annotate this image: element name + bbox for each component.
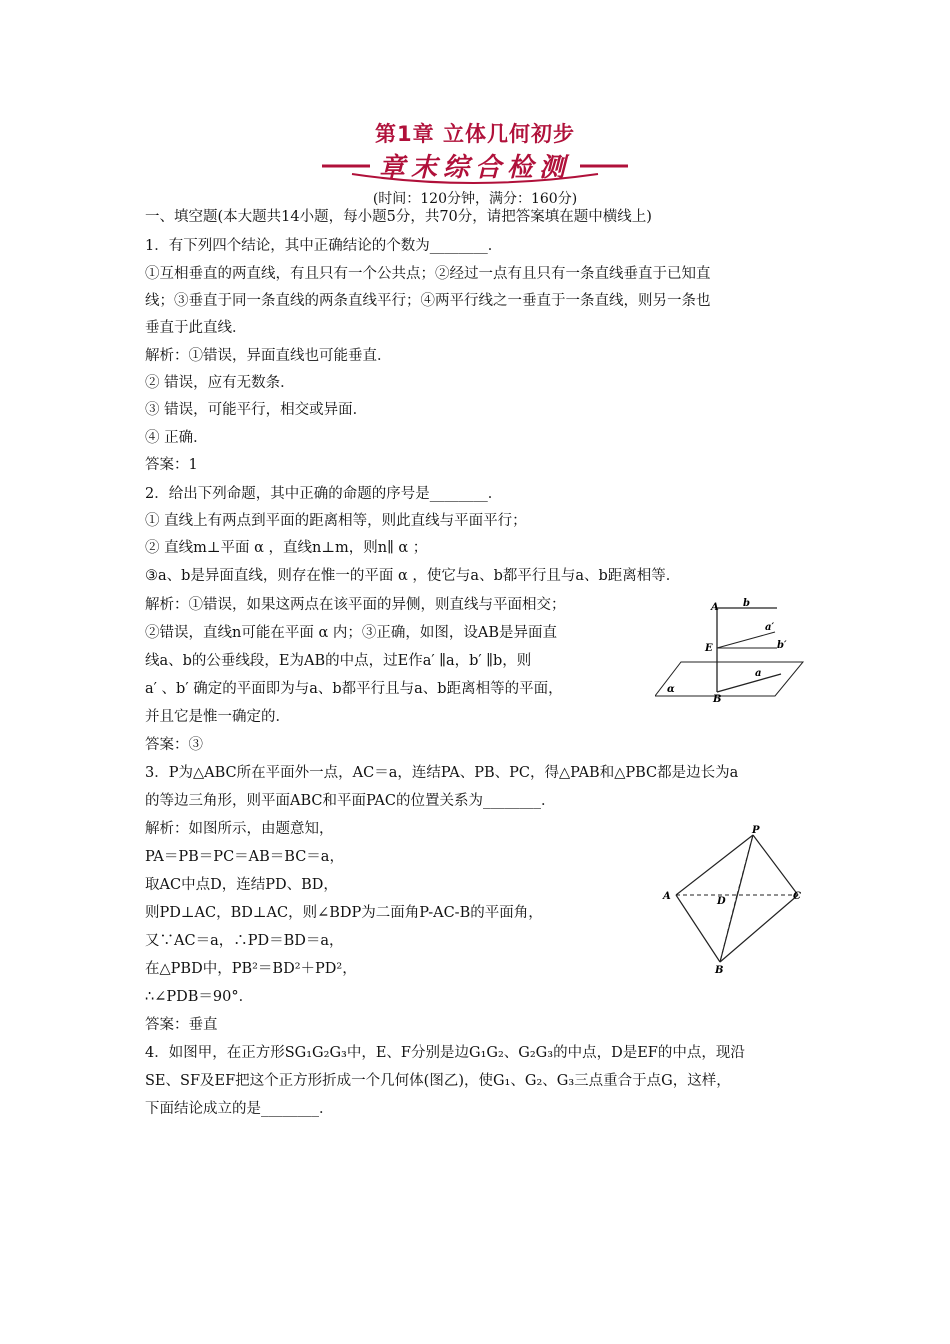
text-line: 下面结论成立的是________． [145,1101,334,1117]
exam-subtitle: (时间：120分钟，满分：160分) [372,191,578,207]
solution-line: 解析：①错误，异面直线也可能垂直． [145,348,392,364]
solution-line: 在△PBD中，PB²＝BD²＋PD²， [145,961,357,977]
figure-label: b [743,598,750,609]
tetrahedron-figure [658,825,808,975]
figure-label: α [667,684,675,695]
figure-label: a [755,668,762,679]
figure-label: b′ [777,640,787,651]
text-line: ①互相垂直的两直线，有且只有一个公共点；②经过一点有且只有一条直线垂直于已知直 [145,266,711,282]
solution-line: 解析：如图所示，由题意知， [145,821,334,837]
banner-title: 章末综合检测 [378,153,571,183]
solution-line: 又∵AC＝a，∴PD＝BD＝a， [145,933,344,949]
figure-label: A [663,891,671,902]
solution-line: ③ 错误，可能平行，相交或异面． [145,402,368,418]
question-1: 1．有下列四个结论，其中正确结论的个数为________． [145,238,503,254]
section-heading: 一、填空题(本大题共14小题，每小题5分，共70分，请把答案填在题中横线上) [145,209,652,225]
question-3: 3．P为△ABC所在平面外一点，AC＝a，连结PA、PB、PC，得△PAB和△PBC都是边长为a [145,765,739,781]
skew-lines-figure [655,598,805,702]
solution-line: ②错误，直线n可能在平面 α 内；③正确，如图，设AB是异面直 [145,625,557,641]
chapter-title: 第1章 立体几何初步 [375,122,575,146]
solution-line: 则PD⊥AC，BD⊥AC，则∠BDP为二面角P-AC-B的平面角， [145,905,543,921]
text-line: 的等边三角形，则平面ABC和平面PAC的位置关系为________． [145,793,556,809]
solution-line: 并且它是惟一确定的． [145,709,290,725]
question-2: 2．给出下列命题，其中正确的命题的序号是________． [145,486,503,502]
answer-line: 答案：③ [145,737,203,753]
solution-line: a′ 、b′ 确定的平面即为与a、b都平行且与a、b距离相等的平面， [145,681,563,697]
text-line: 线；③垂直于同一条直线的两条直线平行；④两平行线之一垂直于一条直线，则另一条也 [145,293,711,309]
figure-label: D [717,896,726,907]
solution-line: 取AC中点D，连结PD、BD， [145,877,338,893]
text-line: ① 直线上有两点到平面的距离相等，则此直线与平面平行； [145,513,527,529]
solution-line: PA＝PB＝PC＝AB＝BC＝a， [145,849,344,865]
text-line: ② 直线m⊥平面 α ，直线n⊥m，则n∥ α ； [145,540,428,556]
figure-label: C [793,891,801,902]
solution-line: 解析：①错误，如果这两点在该平面的异侧，则直线与平面相交； [145,597,566,613]
solution-line: ④ 正确． [145,430,208,446]
figure-label: A [711,602,719,613]
text-line: SE、SF及EF把这个正方形折成一个几何体(图乙)，使G₁、G₂、G₃三点重合于点G，这样， [145,1073,731,1089]
answer-line: 答案：1 [145,457,198,473]
solution-line: ∴∠PDB＝90°． [145,989,254,1005]
solution-line: 线a、b的公垂线段，E为AB的中点，过E作a′ ∥a，b′ ∥b，则 [145,653,532,669]
text-line: 垂直于此直线． [145,320,247,336]
text-line: ③a、b是异面直线，则存在惟一的平面 α ，使它与a、b都平行且与a、b距离相等． [145,568,681,584]
figure-label: a′ [765,622,775,633]
question-4: 4．如图甲，在正方形SG₁G₂G₃中，E、F分别是边G₁G₂、G₂G₃的中点，D是EF的中点，现沿 [145,1045,745,1061]
figure-label: B [713,694,722,702]
figure-label: E [705,643,713,654]
figure-label: P [752,825,760,836]
figure-label: B [715,965,724,975]
answer-line: 答案：垂直 [145,1017,218,1033]
solution-line: ② 错误，应有无数条． [145,375,295,391]
